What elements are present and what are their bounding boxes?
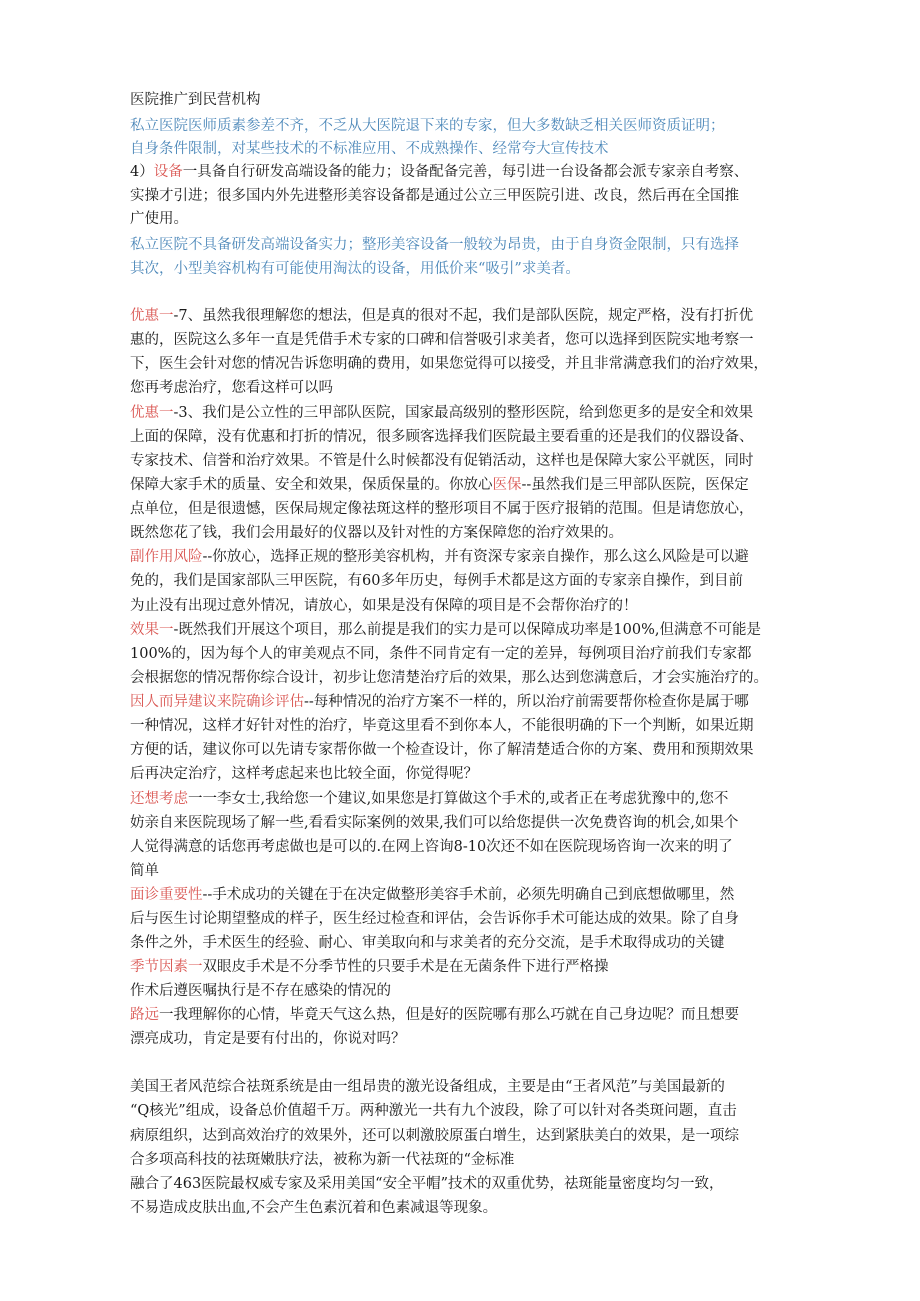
- equipment-line: 4）设备一具备自行研发高端设备的能力；设备配备完善，每引进一台设备都会派专家亲自考察、: [130, 164, 749, 180]
- laser-line: 不易造成皮肤出血,不会产生色素沉着和色素减退等现象。: [130, 1200, 498, 1216]
- individual-line: 后再决定治疗，这样考虑起来也比较全面，你觉得呢？: [130, 766, 478, 782]
- individual-line: 方便的话，建议你可以先请专家帮你做一个检查设计，你了解清楚适合你的方案、费用和预期效果: [130, 742, 754, 758]
- season-line: 作术后遵医嘱执行是不存在感染的情况的: [130, 983, 391, 999]
- youhui3-line: 保障大家手术的质量、安全和效果，保质保量的。你放心医保--虽然我们是三甲部队医院，医保定: [130, 477, 749, 493]
- equipment-line: 实操才引进；很多国内外先进整形美容设备都是通过公立三甲医院引进、改良，然后再在全国推: [130, 188, 739, 204]
- effect-label: 效果一: [130, 622, 174, 638]
- side-effect-line: 为止没有出现过意外情况，请放心，如果是没有保障的项目是不会帮你治疗的！: [130, 598, 638, 614]
- consider-line: 妨亲自来医院现场了解一些,看看实际案例的效果,我们可以给您提供一次免费咨询的机会,如果个: [130, 815, 739, 831]
- youhui7-line: 您再考虑治疗，您看这样可以吗: [130, 380, 333, 396]
- individual-line: 一种情况，这样才好针对性的治疗，毕竟这里看不到你本人，不能很明确的下一个判断，如果近期: [130, 718, 754, 734]
- private-equipment-line: 其次，小型美容机构有可能使用淘汰的设备，用低价来“吸引”求美者。: [130, 261, 580, 277]
- consider-line: 人觉得满意的话您再考虑做也是可以的.在网上咨询8-10次还不如在医院现场咨询一次来的明了: [130, 839, 733, 855]
- youhui3-label: 优惠一: [130, 405, 174, 421]
- youhui7-line: 惠的，医院这么多年一直是凭借手术专家的口碑和信誉吸引求美者，您可以选择到医院实地考察一: [130, 332, 754, 348]
- season-line: 季节因素一双眼皮手术是不分季节性的只要手术是在无菌条件下进行严格操: [130, 959, 609, 975]
- youhui3-line: 既然您花了钱，我们会用最好的仪器以及针对性的方案保障您的治疗效果的。: [130, 525, 623, 541]
- youhui3-line: 上面的保障，没有优惠和打折的情况，很多顾客选择我们医院最主要看重的还是我们的仪器设备、: [130, 429, 754, 445]
- side-effect-line: 副作用风险--你放心，选择正规的整形美容机构，并有资深专家亲自操作，那么这么风险是可以避: [130, 549, 749, 565]
- laser-line: “Q核光”组成，设备总价值超千万。两种激光一共有九个波段，除了可以针对各类斑问题，直击: [130, 1103, 737, 1119]
- consider-line: 简单: [130, 863, 159, 879]
- laser-line: 美国王者风范综合祛斑系统是由一组昂贵的激光设备组成，主要是由“王者风范”与美国最新的: [130, 1079, 725, 1095]
- interview-line: 后与医生讨论期望整成的样子，医生经过检查和评估，会告诉你手术可能达成的效果。除了自身: [130, 911, 739, 927]
- youhui7-line: 优惠一-7、虽然我很理解您的想法，但是真的很对不起，我们是部队医院，规定严格，没有打折优: [130, 308, 754, 324]
- side-effect-line: 免的，我们是国家部队三甲医院，有60多年历史，每例手术都是这方面的专家亲自操作，到目前: [130, 573, 743, 589]
- effect-line: 会根据您的情况帮你综合设计，初步让您清楚治疗后的效果，那么达到您满意后，才会实施治疗的。: [130, 670, 768, 686]
- laser-line: 融合了463医院最权威专家及采用美国“安全平帽”技术的双重优势，祛斑能量密度均匀一致，: [130, 1176, 724, 1192]
- equipment-label: 设备: [153, 164, 183, 180]
- youhui3-line: 优惠一-3、我们是公立性的三甲部队医院，国家最高级别的整形医院，给到您更多的是安全和效果: [130, 405, 754, 421]
- doc-title: 医院推广到民营机构: [130, 92, 261, 108]
- side-effect-label: 副作用风险: [130, 549, 203, 565]
- laser-line: 病原组织，达到高效治疗的效果外，还可以刺激胶原蛋白增生，达到紧肤美白的效果，是一项综: [130, 1128, 739, 1144]
- season-label: 季节因素一: [130, 959, 203, 975]
- youhui3-line: 专家技术、信誉和治疗效果。不管是什么时候都没有促销活动，这样也是保障大家公平就医，同时: [130, 453, 754, 469]
- consider-label: 还想考虑: [130, 791, 188, 807]
- private-intro-line: 自身条件限制，对某些技术的不标准应用、不成熟操作、经常夸大宣传技术: [130, 141, 609, 157]
- consider-line: 还想考虑一一李女士,我给您一个建议,如果您是打算做这个手术的,或者正在考虑犹豫中的,您不: [130, 791, 729, 807]
- interview-label: 面诊重要性: [130, 887, 203, 903]
- youhui7-label: 优惠一: [130, 308, 174, 324]
- private-equipment-line: 私立医院不具备研发高端设备实力；整形美容设备一般较为昂贵，由于自身资金限制，只有选择: [130, 237, 739, 253]
- interview-line: 面诊重要性--手术成功的关键在于在决定做整形美容手术前，必须先明确自己到底想做哪里，然: [130, 887, 735, 903]
- equipment-line: 广使用。: [130, 211, 188, 227]
- effect-line: 效果一-既然我们开展这个项目，那么前提是我们的实力是可以保障成功率是100%,但满意不可能是: [130, 622, 761, 638]
- youhui3-line: 点单位，但是很遗憾，医保局规定像祛斑这样的整形项目不属于医疗报销的范围。但是请您放心，: [130, 501, 754, 517]
- yibao-label: 医保: [492, 477, 522, 493]
- individual-line: 因人而异建议来院确诊评估--每种情况的治疗方案不一样的，所以治疗前需要帮你检查你是属于哪: [130, 694, 749, 710]
- effect-line: 100%的，因为每个人的审美观点不同，条件不同肯定有一定的差异，每例项目治疗前我们专家都: [130, 646, 752, 662]
- laser-line: 合多项高科技的祛斑嫩肤疗法，被称为新一代祛斑的“金标准: [130, 1152, 515, 1168]
- youhui7-line: 下，医生会针对您的情况告诉您明确的费用，如果您觉得可以接受，并且非常满意我们的治疗效果，: [130, 356, 768, 372]
- distance-line: 路远一我理解你的心情，毕竟天气这么热，但是好的医院哪有那么巧就在自己身边呢？而且想要: [130, 1007, 739, 1023]
- interview-line: 条件之外，手术医生的经验、耐心、审美取向和与求美者的充分交流，是手术取得成功的关键: [130, 935, 725, 951]
- private-intro-line: 私立医院医师质素参差不齐，不乏从大医院退下来的专家，但大多数缺乏相关医师资质证明；: [130, 118, 725, 134]
- distance-label: 路远: [130, 1007, 159, 1023]
- distance-line: 漂亮成功，肯定是要有付出的，你说对吗？: [130, 1031, 406, 1047]
- individual-label: 因人而异建议来院确诊评估: [130, 694, 304, 710]
